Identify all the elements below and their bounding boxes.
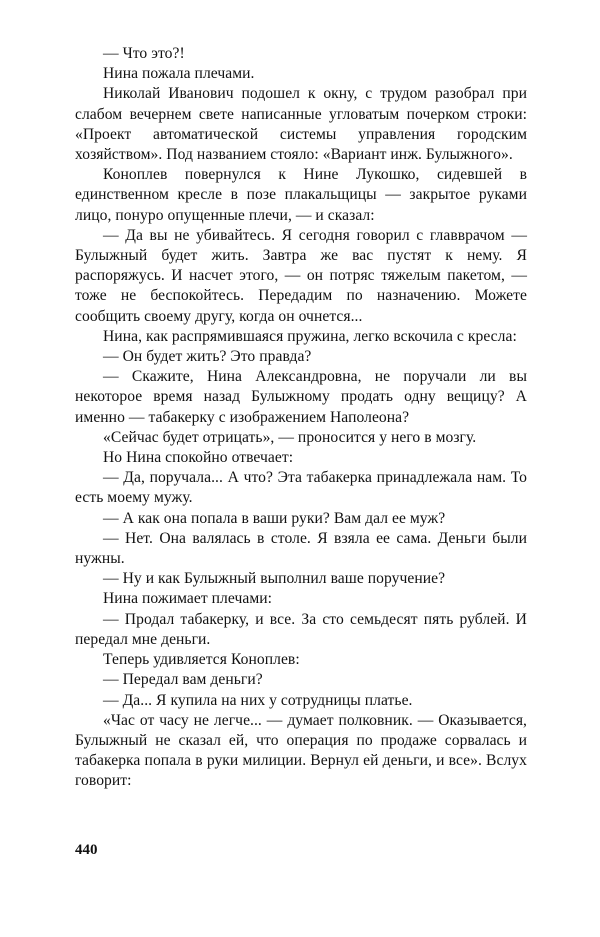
paragraph-colonel-thinks: «Час от часу не легче... — думает полковник. — Оказывается, Булыжный не сказал ей, что операция по продаже сорвалась и табакерка попала в руки милиции. Вернул ей деньги, и все». Вслух говорит: — [75, 711, 527, 790]
paragraph-snuffbox-question: — Скажите, Нина Александровна, не поручали ли вы некоторое время назад Булыжному продать одну вещицу? А именно — табакерку с изображением Наполеона? — [75, 368, 527, 426]
paragraph-thought-deny: «Сейчас будет отрицать», — проносится у него в мозгу. — [103, 428, 477, 446]
paragraph-belonged: — Да, поручала... А что? Эта табакерка принадлежала нам. То есть моему мужу. — [75, 469, 527, 507]
body-text — [75, 44, 527, 792]
paragraph-how-got: — А как она попала в ваши руки? Вам дал ее муж? — [103, 509, 446, 527]
paragraph-shrug: Нина пожала плечами. — [103, 65, 255, 83]
paragraph-reassurance: — Да вы не убивайтесь. Я сегодня говорил с главврачом — Булыжный будет жить. Завтра же вас пустят к нему. Я распоряжусь. И насчет этого, — он потряс тяжелым пакетом, — тоже не беспокойтесь. Передадим по назначению. Можете сообщить своему другу, когда он очнется... — [75, 226, 527, 325]
paragraph-sold: — Продал табакерку, и все. За сто семьдесят пять рублей. И передал мне деньги. — [75, 610, 527, 648]
page-number: 440 — [75, 842, 98, 858]
paragraph-nina-jumps: Нина, как распрямившаяся пружина, легко вскочила с кресла: — [103, 327, 517, 345]
paragraph-surprised: Теперь удивляется Коноплев: — [103, 651, 300, 669]
paragraph-errand-done: — Ну и как Булыжный выполнил ваше поручение? — [103, 570, 446, 588]
paragraph-gave-money: — Передал вам деньги? — [103, 671, 263, 689]
paragraph-project: Николай Иванович подошел к окну, с трудом разобрал при слабом вечернем свете написанные угловатым почерком строки: «Проект автоматической системы управления городским хозяйством». Под названием стояло: «Вариант инж. Булыжного». — [75, 85, 527, 164]
paragraph-question: — Что это?! — [103, 45, 185, 62]
paragraph-konoplev-turned: Коноплев повернулся к Нине Лукошко, сидевшей в единственном кресле в позе плакальщицы — закрытое руками лицо, понуро опущенные плечи, — и сказал: — [75, 166, 527, 224]
paragraph-took-herself: — Нет. Она валялась в столе. Я взяла ее сама. Деньги были нужны. — [75, 529, 527, 568]
paragraph-calm-answer: Но Нина спокойно отвечает: — [103, 449, 294, 467]
paragraph-will-live: — Он будет жить? Это правда? — [103, 348, 312, 366]
paragraph-bought-dress: — Да... Я купила на них у сотрудницы платье. — [103, 691, 413, 709]
paragraph-shrugs-again: Нина пожимает плечами: — [103, 590, 273, 608]
